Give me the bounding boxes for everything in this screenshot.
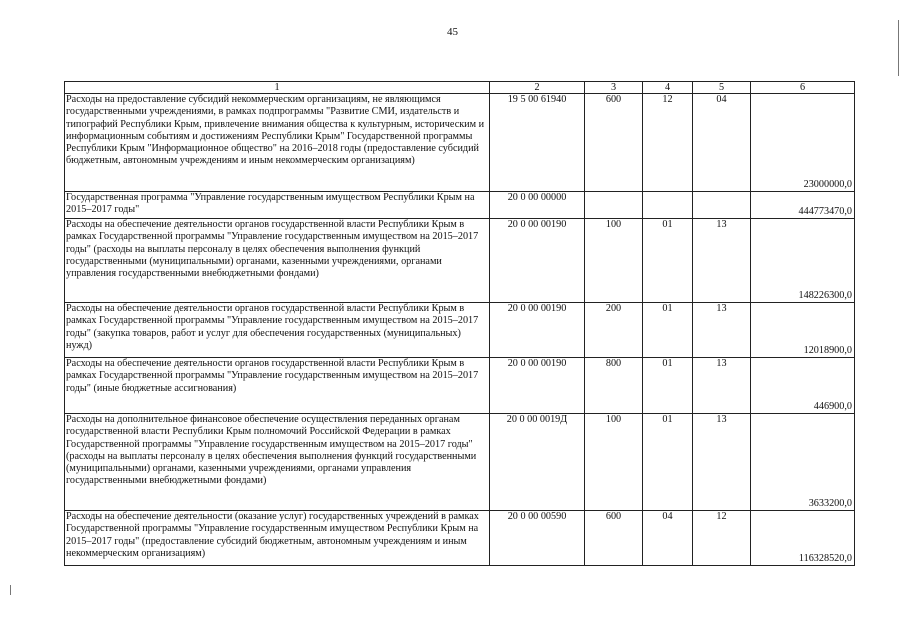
- row-subsection: 04: [693, 94, 751, 192]
- column-header: 3: [585, 82, 643, 94]
- table-row: [65, 511, 855, 566]
- table-header-row: [65, 82, 855, 94]
- row-amount: 12018900,0: [751, 303, 855, 358]
- row-expense-type: 800: [585, 358, 643, 414]
- row-subsection: 12: [693, 511, 751, 566]
- row-expense-type: 100: [585, 414, 643, 511]
- row-description: Расходы на обеспечение деятельности (оказание услуг) государственных учреждений в рамках Государственной программы "Управление государственным имуществом Республики Крым на 2015–2017 годы" (предоставление субсидий бюджетным, автономным учреждениям и иным некоммерческим организациям): [65, 511, 490, 566]
- row-section: 01: [643, 414, 693, 511]
- column-header: 2: [490, 82, 585, 94]
- table-row: [65, 303, 855, 358]
- row-amount: 3633200,0: [751, 414, 855, 511]
- row-target-code: 19 5 00 61940: [490, 94, 585, 192]
- table-row: [65, 219, 855, 303]
- row-target-code: 20 0 00 0019Д: [490, 414, 585, 511]
- row-expense-type: [585, 192, 643, 219]
- column-header: 6: [751, 82, 855, 94]
- row-subsection: 13: [693, 303, 751, 358]
- row-target-code: 20 0 00 00190: [490, 358, 585, 414]
- row-subsection: 13: [693, 414, 751, 511]
- row-section: 01: [643, 303, 693, 358]
- table-row: [65, 358, 855, 414]
- row-amount: 148226300,0: [751, 219, 855, 303]
- row-expense-type: 200: [585, 303, 643, 358]
- row-section: 01: [643, 219, 693, 303]
- row-amount: 23000000,0: [751, 94, 855, 192]
- column-header: 1: [65, 82, 490, 94]
- column-header: 5: [693, 82, 751, 94]
- row-amount: 444773470,0: [751, 192, 855, 219]
- row-amount: 116328520,0: [751, 511, 855, 566]
- budget-table: [64, 81, 855, 566]
- row-description: Расходы на обеспечение деятельности органов государственной власти Республики Крым в рамках Государственной программы "Управление государственным имуществом на 2015–2017 годы" (иные бюджетные ассигнования): [65, 358, 490, 414]
- table-row: [65, 414, 855, 511]
- scan-edge-mark: [10, 585, 11, 595]
- row-target-code: 20 0 00 00590: [490, 511, 585, 566]
- row-section: [643, 192, 693, 219]
- row-section: 01: [643, 358, 693, 414]
- row-description: Расходы на обеспечение деятельности органов государственной власти Республики Крым в рамках Государственной программы "Управление государственным имуществом на 2015–2017 годы" (закупка товаров, работ и услуг для обеспечения государственных (муниципальных) нужд): [65, 303, 490, 358]
- row-section: 12: [643, 94, 693, 192]
- row-target-code: 20 0 00 00190: [490, 219, 585, 303]
- row-amount: 446900,0: [751, 358, 855, 414]
- row-subsection: 13: [693, 219, 751, 303]
- row-subsection: [693, 192, 751, 219]
- row-subsection: 13: [693, 358, 751, 414]
- row-description: Расходы на предоставление субсидий некоммерческим организациям, не являющимся государственными учреждениями, в рамках подпрограммы "Развитие СМИ, издательств и типографий Республики Крым, привлечение внимания общества к культурным, историческим и информационным событиям и достижениям Республики Крым" Государственной программы Республики Крым "Информационное общество" на 2016–2018 годы (предоставление субсидий бюджетным, автономным учреждениям и иным некоммерческим организациям): [65, 94, 490, 192]
- table-row: [65, 192, 855, 219]
- row-expense-type: 100: [585, 219, 643, 303]
- row-target-code: 20 0 00 00190: [490, 303, 585, 358]
- row-target-code: 20 0 00 00000: [490, 192, 585, 219]
- scan-edge-mark: [898, 20, 899, 76]
- column-header: 4: [643, 82, 693, 94]
- page-number: 45: [447, 26, 458, 38]
- row-description: Расходы на обеспечение деятельности органов государственной власти Республики Крым в рамках Государственной программы "Управление государственным имуществом на 2015–2017 годы" (расходы на выплаты персоналу в целях обеспечения выполнения функций государственными (муниципальными) органами, казенными учреждениями, органами управления государственными внебюджетными фондами): [65, 219, 490, 303]
- row-description: Расходы на дополнительное финансовое обеспечение осуществления переданных органам государственной власти Республики Крым полномочий Российской Федерации в рамках Государственной программы "Управление государственным имуществом на 2015–2017 годы" (расходы на выплаты персоналу в целях обеспечения выполнения функций государственными (муниципальными) органами, казенными учреждениями, органами управления государственными внебюджетными фондами): [65, 414, 490, 511]
- row-expense-type: 600: [585, 511, 643, 566]
- row-expense-type: 600: [585, 94, 643, 192]
- table-row: [65, 94, 855, 192]
- row-section: 04: [643, 511, 693, 566]
- row-description: Государственная программа "Управление государственным имуществом Республики Крым на 2015–2017 годы": [65, 192, 490, 219]
